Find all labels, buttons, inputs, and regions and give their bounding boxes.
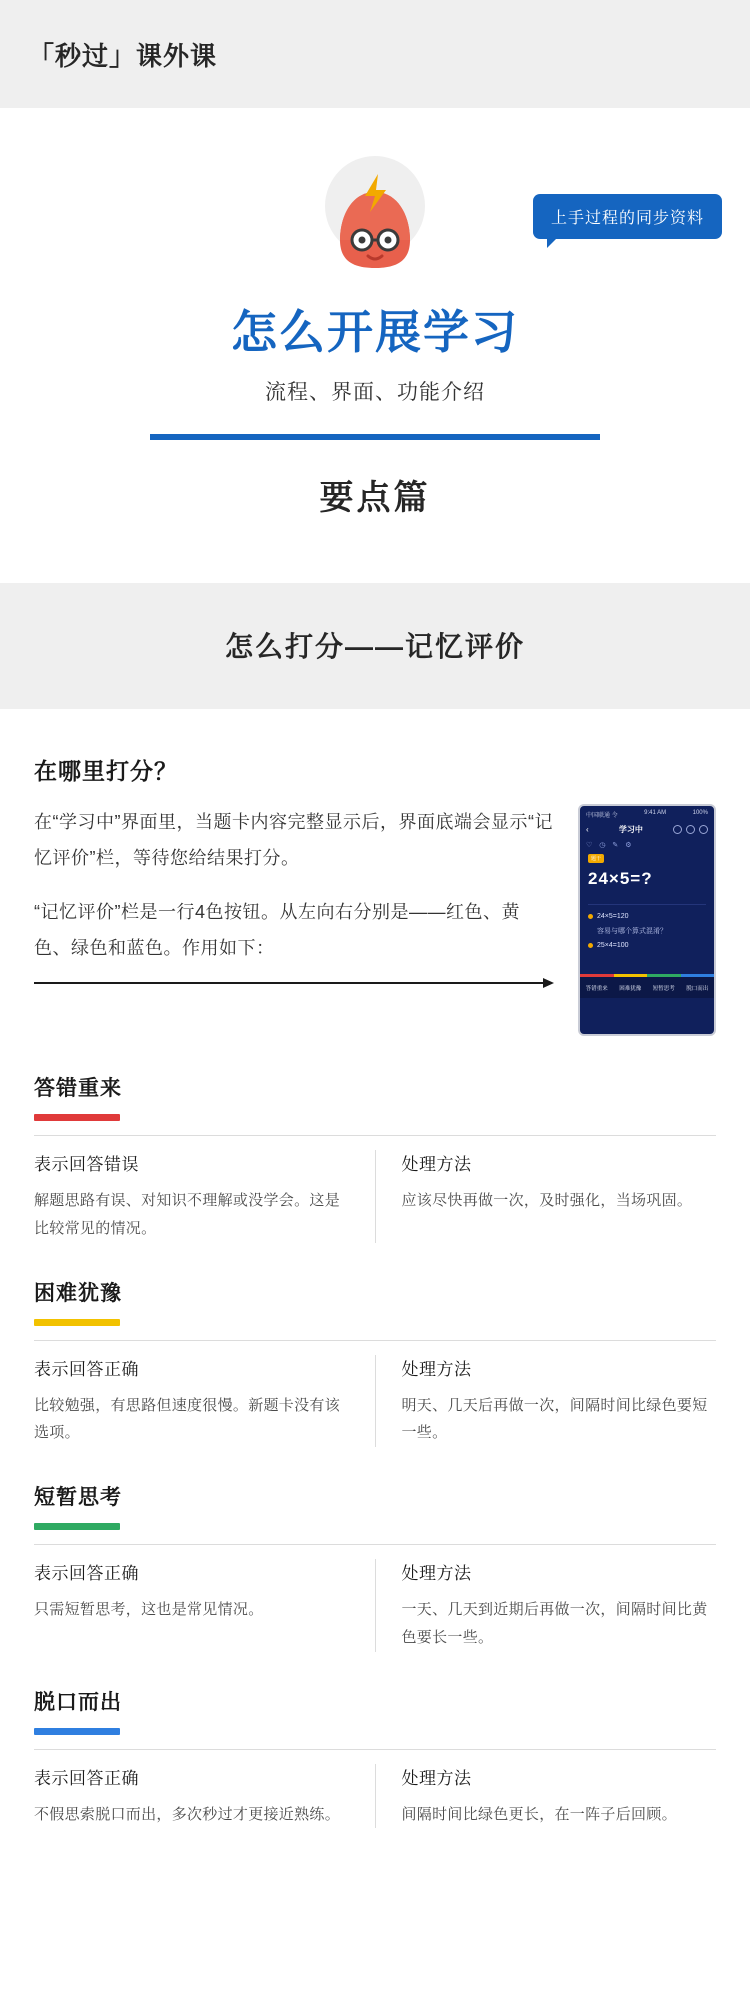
phone-answer-text-1: 24×5=120 bbox=[597, 913, 629, 920]
phone-answer-text-3: 25×4=100 bbox=[597, 942, 629, 949]
phone-toolbar[interactable] bbox=[580, 841, 714, 854]
rating-method-column bbox=[375, 1764, 717, 1829]
rating-meaning-text: 比较勉强，有思路但速度很慢。新题卡没有该选项。 bbox=[34, 1396, 341, 1442]
mascot-character-icon bbox=[332, 174, 418, 270]
rating-block bbox=[34, 1072, 716, 1243]
rating-block bbox=[34, 1481, 716, 1652]
phone-card-tag: 题干 bbox=[588, 854, 604, 863]
rating-block-name: 困难犹豫 bbox=[34, 1281, 122, 1305]
rating-block bbox=[34, 1686, 716, 1829]
rating-method-header: 处理方法 bbox=[401, 1155, 472, 1174]
rating-meaning-column bbox=[34, 1559, 375, 1652]
phone-status-bar bbox=[580, 806, 714, 821]
top-bar bbox=[0, 0, 750, 108]
rating-method-text: 间隔时间比绿色更长，在一阵子后回顾。 bbox=[401, 1805, 677, 1823]
rating-button-hard[interactable]: 困难犹豫 bbox=[614, 974, 648, 998]
status-battery: 100% bbox=[692, 810, 708, 816]
phone-question: 24×5=? bbox=[588, 869, 653, 888]
rating-button-easy[interactable]: 脱口而出 bbox=[681, 974, 715, 998]
pointer-arrow-icon bbox=[34, 978, 554, 988]
intro-text bbox=[34, 804, 560, 1036]
phone-screenshot bbox=[578, 804, 716, 1036]
tool-heart-icon[interactable]: ♡ bbox=[586, 842, 593, 849]
tool-clock-icon[interactable]: ◷ bbox=[599, 842, 606, 849]
phone-answer-line-2 bbox=[580, 923, 714, 939]
rating-block-name: 答错重来 bbox=[34, 1077, 122, 1100]
rating-button-good[interactable]: 短暂思考 bbox=[647, 974, 681, 998]
more-icon[interactable] bbox=[699, 825, 708, 834]
rating-meaning-column bbox=[34, 1764, 375, 1829]
phone-nav-icons[interactable] bbox=[673, 825, 708, 834]
mascot-illustration bbox=[275, 156, 475, 274]
rating-meaning-column bbox=[34, 1150, 375, 1243]
rating-color-bar bbox=[34, 1114, 120, 1121]
status-time: 9:41 AM bbox=[644, 810, 667, 816]
rating-block-name: 短暂思考 bbox=[34, 1486, 122, 1509]
rating-method-column bbox=[375, 1559, 717, 1652]
hero-section bbox=[0, 108, 750, 583]
intro-question: 在哪里打分？ bbox=[34, 758, 178, 784]
rating-meaning-text: 解题思路有误、对知识不理解或没学会。这是比较常见的情况。 bbox=[34, 1192, 341, 1237]
hero-divider bbox=[150, 434, 600, 440]
rating-method-header: 处理方法 bbox=[401, 1564, 472, 1583]
heart-icon[interactable] bbox=[673, 825, 682, 834]
rating-method-text: 应该尽快再做一次，及时强化，当场巩固。 bbox=[401, 1192, 693, 1209]
phone-answer-line-3 bbox=[580, 939, 714, 952]
rating-meaning-header: 表示回答正确 bbox=[34, 1359, 139, 1379]
rating-color-bar bbox=[34, 1319, 120, 1326]
page-title: 「秒过」课外课 bbox=[28, 40, 218, 71]
chapter-band bbox=[0, 583, 750, 709]
rating-block bbox=[34, 1277, 716, 1448]
rating-meaning-text: 只需短暂思考，这也是常见情况。 bbox=[34, 1601, 264, 1618]
rating-method-text: 明天、几天后再做一次，间隔时间比绿色要短一些。 bbox=[401, 1396, 708, 1442]
intro-paragraph-1: 在“学习中”界面里，当题卡内容完整显示后，界面底端会显示“记忆评价”栏，等待您给结果打分。 bbox=[34, 812, 553, 868]
tool-gear-icon[interactable]: ⚙ bbox=[625, 842, 632, 849]
phone-rating-bar[interactable] bbox=[580, 974, 714, 998]
rating-method-column bbox=[375, 1355, 717, 1448]
rating-block-name: 脱口而出 bbox=[34, 1690, 122, 1714]
hero-subtitle: 流程、界面、功能介绍 bbox=[265, 381, 485, 404]
hero-section-label: 要点篇 bbox=[319, 479, 431, 517]
rating-blocks bbox=[34, 1072, 716, 1828]
phone-nav-bar bbox=[580, 821, 714, 841]
rating-meaning-header: 表示回答正确 bbox=[34, 1768, 139, 1788]
rating-meaning-header: 表示回答正确 bbox=[34, 1564, 139, 1583]
rating-color-bar bbox=[34, 1728, 120, 1735]
rating-method-column bbox=[375, 1150, 717, 1243]
back-icon[interactable]: ‹ bbox=[586, 825, 589, 834]
rating-button-again[interactable]: 答错重来 bbox=[580, 974, 614, 998]
hero-title: 怎么开展学习 bbox=[231, 306, 519, 358]
status-carrier: 中国联通 令 bbox=[586, 813, 618, 819]
phone-answer-text-2: 容易与哪个算式混淆？ bbox=[597, 928, 667, 935]
rating-method-header: 处理方法 bbox=[401, 1768, 472, 1788]
rating-method-text: 一天、几天到近期后再做一次，间隔时间比黄色要长一些。 bbox=[401, 1601, 708, 1646]
phone-divider bbox=[588, 904, 706, 905]
phone-answer-line-1 bbox=[580, 910, 714, 923]
intro-row bbox=[34, 804, 716, 1036]
tool-edit-icon[interactable]: ✎ bbox=[612, 842, 619, 849]
rating-meaning-column bbox=[34, 1355, 375, 1448]
intro-paragraph-2: “记忆评价”栏是一行4色按钮。从左向右分别是——红色、黄色、绿色和蓝色。作用如下： bbox=[34, 902, 520, 958]
chapter-title: 怎么打分——记忆评价 bbox=[224, 631, 525, 662]
star-icon[interactable] bbox=[686, 825, 695, 834]
rating-meaning-text: 不假思索脱口而出，多次秒过才更接近熟练。 bbox=[34, 1805, 341, 1823]
rating-method-header: 处理方法 bbox=[401, 1359, 472, 1379]
rating-meaning-header: 表示回答错误 bbox=[34, 1155, 139, 1174]
hero-badge: 上手过程的同步资料 bbox=[533, 194, 722, 239]
phone-nav-title: 学习中 bbox=[618, 825, 643, 834]
rating-color-bar bbox=[34, 1523, 120, 1530]
content-area bbox=[0, 709, 750, 1902]
